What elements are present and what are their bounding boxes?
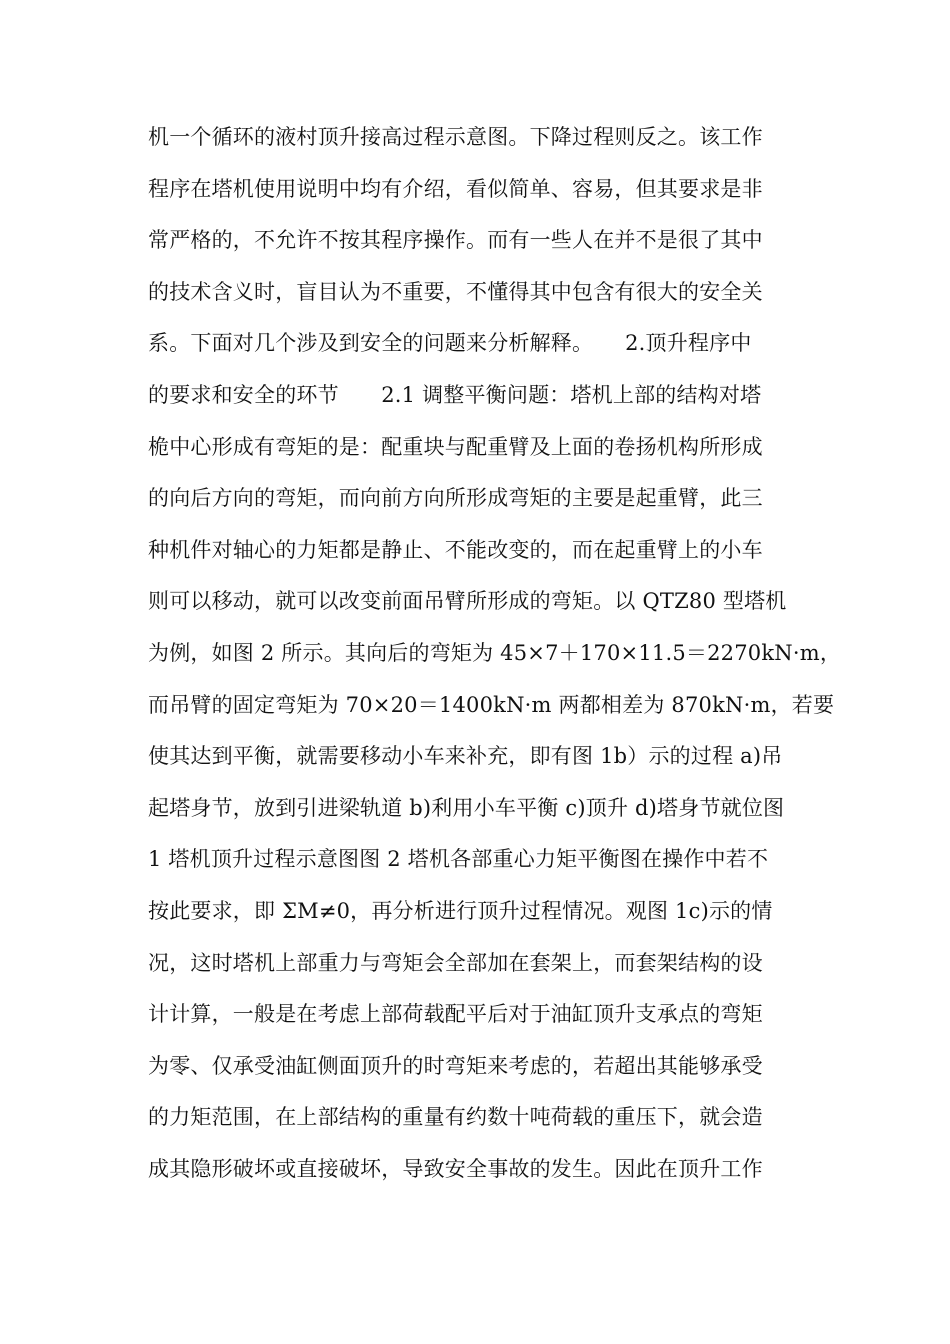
- text-line: 计计算，一般是在考虑上部荷载配平后对于油缸顶升支承点的弯矩: [148, 1002, 763, 1027]
- text-line: 1 塔机顶升过程示意图图 2 塔机各部重心力矩平衡图在操作中若不: [148, 847, 769, 872]
- text-line: 常严格的，不允许不按其程序操作。而有一些人在并不是很了其中: [148, 228, 763, 253]
- text-line: 的技术含义时，盲目认为不重要，不懂得其中包含有很大的安全关: [148, 279, 763, 304]
- text-line: 的力矩范围，在上部结构的重量有约数十吨荷载的重压下，就会造: [148, 1105, 763, 1130]
- text-line: 的要求和安全的环节 2.1 调整平衡问题：塔机上部的结构对塔: [148, 382, 762, 407]
- text-line: 则可以移动，就可以改变前面吊臂所形成的弯矩。以 QTZ80 型塔机: [148, 589, 787, 614]
- text-line: 桅中心形成有弯矩的是：配重块与配重臂及上面的卷扬机构所形成: [148, 434, 763, 459]
- text-line: 为例，如图 2 所示。其向后的弯矩为 45×7＋170×11.5＝2270kN·m，: [148, 640, 842, 665]
- text-line: 而吊臂的固定弯矩为 70×20＝1400kN·m 两都相差为 870kN·m，若要: [148, 692, 835, 717]
- text-line: 的向后方向的弯矩，而向前方向所形成弯矩的主要是起重臂，此三: [148, 486, 763, 511]
- text-line: 程序在塔机使用说明中均有介绍，看似简单、容易，但其要求是非: [148, 176, 763, 201]
- text-line: 成其隐形破坏或直接破坏，导致安全事故的发生。因此在顶升工作: [148, 1156, 763, 1181]
- text-line: 种机件对轴心的力矩都是静止、不能改变的，而在起重臂上的小车: [148, 537, 763, 562]
- text-line: 系。下面对几个涉及到安全的问题来分析解释。 2.顶升程序中: [148, 331, 752, 356]
- text-line: 按此要求，即 ΣM≠0，再分析进行顶升过程情况。观图 1c)示的情: [148, 898, 773, 923]
- body-text: [148, 112, 842, 1195]
- text-line: 况，这时塔机上部重力与弯矩会全部加在套架上，而套架结构的设: [148, 950, 763, 975]
- text-line: 起塔身节，放到引进梁轨道 b)利用小车平衡 c)顶升 d)塔身节就位图: [148, 795, 785, 820]
- text-line: 使其达到平衡，就需要移动小车来补充，即有图 1b）示的过程 a)吊: [148, 744, 783, 769]
- text-line: 为零、仅承受油缸侧面顶升的时弯矩来考虑的，若超出其能够承受: [148, 1053, 763, 1078]
- text-line: 机一个循环的液村顶升接高过程示意图。下降过程则反之。该工作: [148, 125, 763, 149]
